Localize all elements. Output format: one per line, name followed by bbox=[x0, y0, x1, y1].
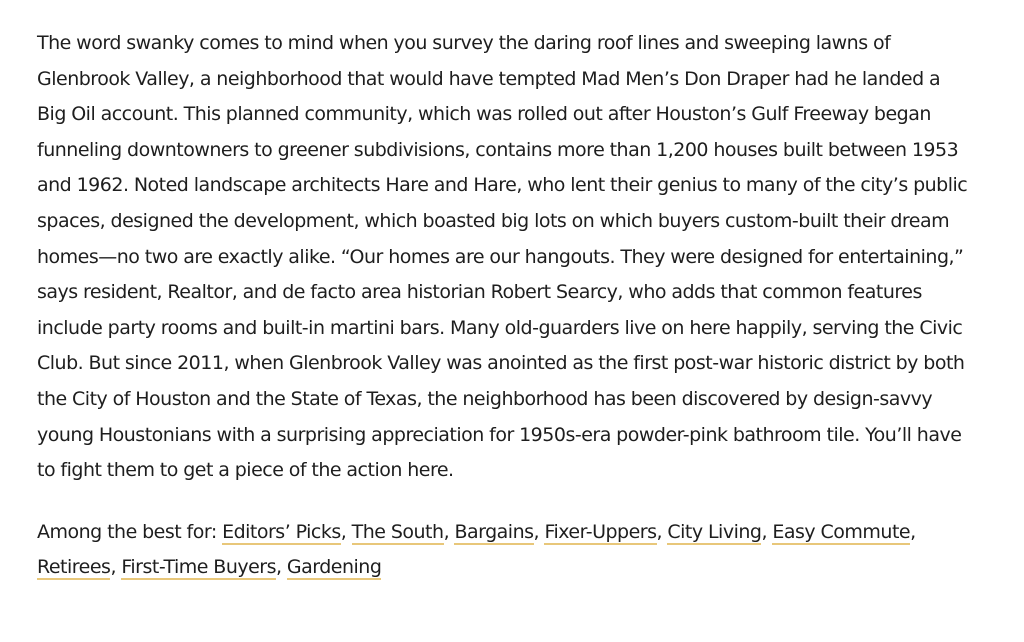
separator: , bbox=[533, 520, 540, 543]
separator: , bbox=[443, 520, 450, 543]
separator: , bbox=[276, 556, 282, 579]
separator: , bbox=[910, 520, 916, 543]
best-for-section bbox=[37, 515, 972, 586]
article-body-paragraph: The word swanky comes to mind when you survey the daring roof lines and sweeping lawns of Glenbrook Valley, a neighborhood that would have tempted Mad Men’s Don Draper had he landed a Big Oil account. This planned community, which was rolled out after Houston’s Gulf Freeway began funneling downtowners to greener subdivisions, contains more than 1,200 houses built between 1953 and 1962. Noted landscape architects Hare and Hare, who lent their genius to many of the city’s public spaces, designed the development, which boasted big lots on which buyers custom-built their dream homes—no two are exactly alike. “Our homes are our hangouts. They were designed for entertaining,” says resident, Realtor, and de facto area historian Robert Searcy, who adds that common features include party rooms and built-in martini bars. Many old-guarders live on here happily, serving the Civic Club. But since 2011, when Glenbrook Valley was anointed as the first post-war historic district by both the City of Houston and the State of Texas, the neighborhood has been discovered by design-savvy young Houstonians with a surprising appreciation for 1950s-era powder-pink bathroom tile. You’ll have to fight them to get a piece of the action here. bbox=[37, 32, 968, 482]
best-for-link-easy-commute[interactable]: Easy Commute bbox=[772, 520, 911, 543]
best-for-link-fixer-uppers[interactable]: Fixer-Uppers bbox=[544, 520, 657, 543]
separator: , bbox=[110, 556, 116, 579]
best-for-link-bargains[interactable]: Bargains bbox=[454, 520, 534, 543]
best-for-link-first-time-buyers[interactable]: First-Time Buyers bbox=[121, 556, 276, 579]
separator: , bbox=[340, 520, 347, 543]
separator: , bbox=[761, 520, 768, 543]
separator: , bbox=[656, 520, 663, 543]
article bbox=[37, 26, 972, 586]
best-for-link-city-living[interactable]: City Living bbox=[667, 520, 762, 543]
best-for-label: Among the best for: bbox=[37, 520, 217, 543]
best-for-link-editors-picks[interactable]: Editors’ Picks bbox=[222, 520, 341, 543]
best-for-link-the-south[interactable]: The South bbox=[351, 520, 444, 543]
best-for-link-retirees[interactable]: Retirees bbox=[37, 556, 111, 579]
best-for-link-gardening[interactable]: Gardening bbox=[286, 556, 382, 579]
